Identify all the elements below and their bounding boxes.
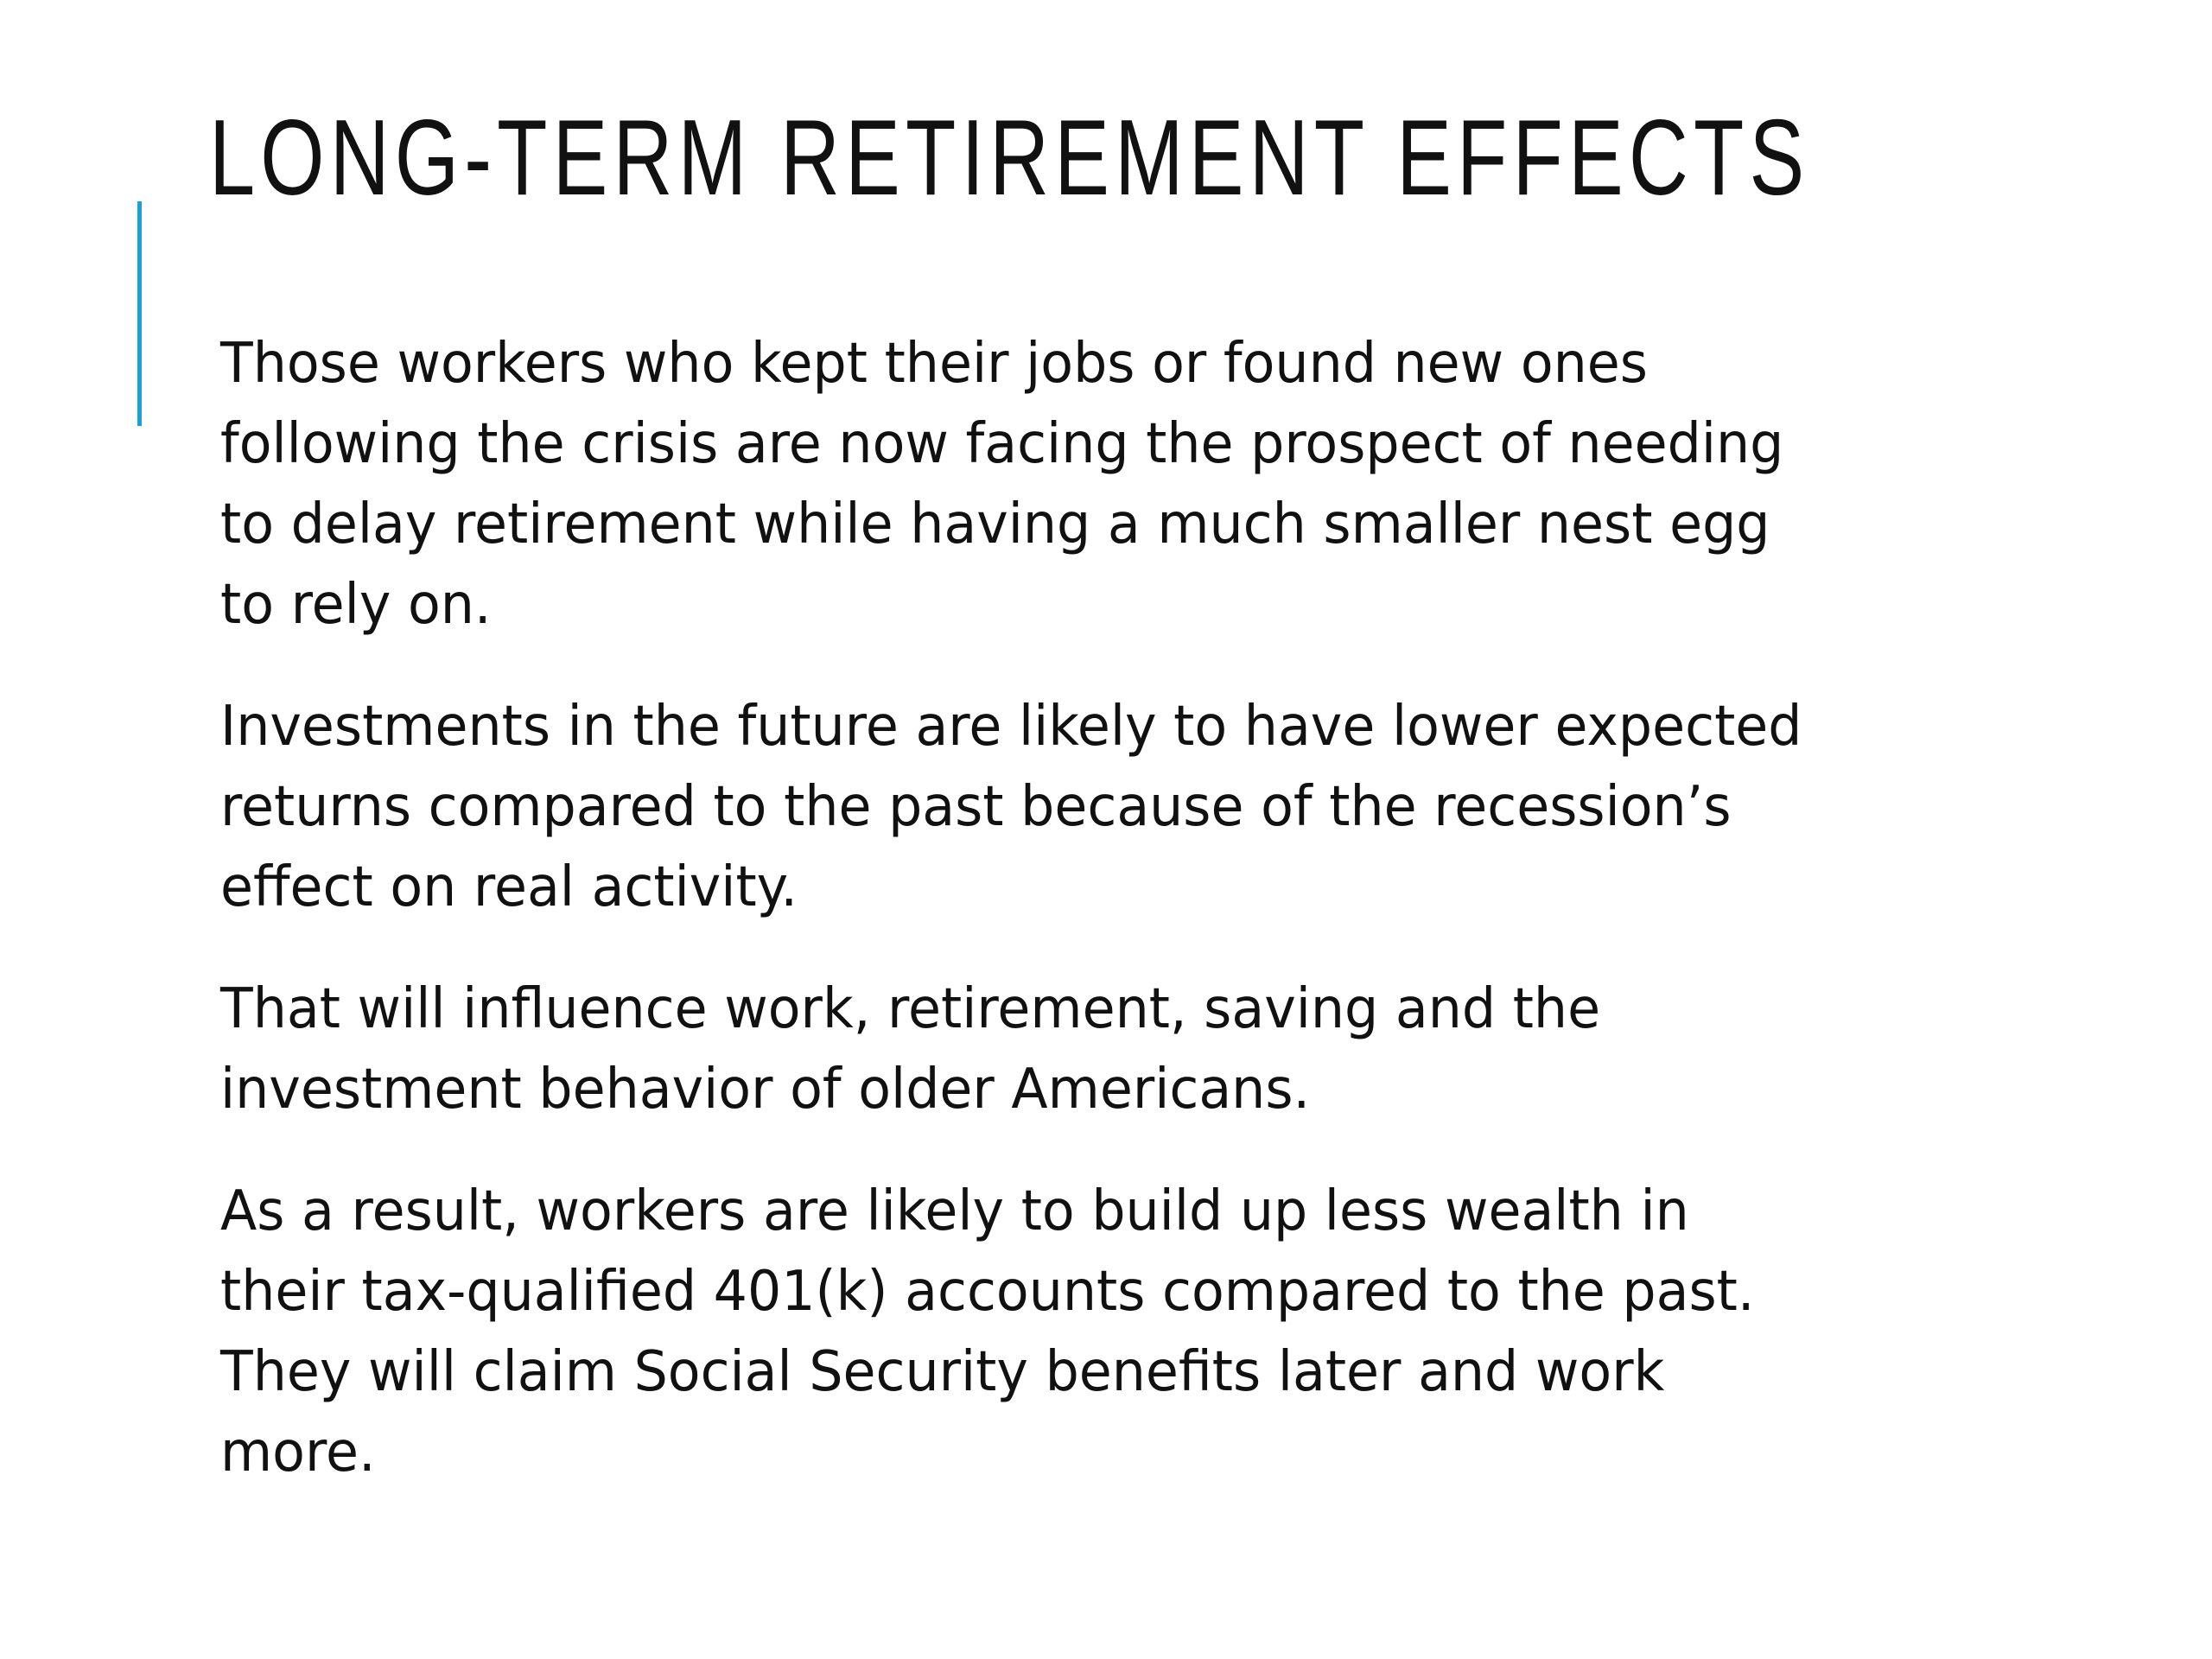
paragraph-line: Those workers who kept their jobs or found new ones (220, 332, 1648, 396)
paragraph-line: investment behavior of older Americans. (220, 1058, 1311, 1122)
paragraph-1 (220, 324, 2000, 645)
paragraph-line: returns compared to the past because of the recession’s (220, 775, 1732, 839)
paragraph-line: to rely on. (220, 573, 492, 637)
paragraph-4 (220, 1172, 2000, 1493)
paragraph-2 (220, 687, 2000, 928)
paragraph-line: As a result, workers are likely to build up less wealth in (220, 1179, 1689, 1243)
slide-body (220, 324, 2000, 1535)
paragraph-line: That will influence work, retirement, saving and the (220, 977, 1601, 1041)
paragraph-3 (220, 969, 2000, 1130)
paragraph-line: effect on real activity. (220, 855, 798, 919)
paragraph-line: their tax-qualified 401(k) accounts compared to the past. (220, 1260, 1755, 1324)
paragraph-line: Investments in the future are likely to have lower expected (220, 695, 1802, 759)
paragraph-line: following the crisis are now facing the prospect of needing (220, 412, 1784, 476)
paragraph-line: more. (220, 1421, 376, 1484)
paragraph-line: to delay retirement while having a much smaller nest egg (220, 493, 1770, 556)
slide-title: LONG-TERM RETIREMENT EFFECTS (209, 99, 1810, 218)
paragraph-line: They will claim Social Security benefits later and work (220, 1340, 1665, 1404)
title-accent-bar (137, 201, 142, 426)
